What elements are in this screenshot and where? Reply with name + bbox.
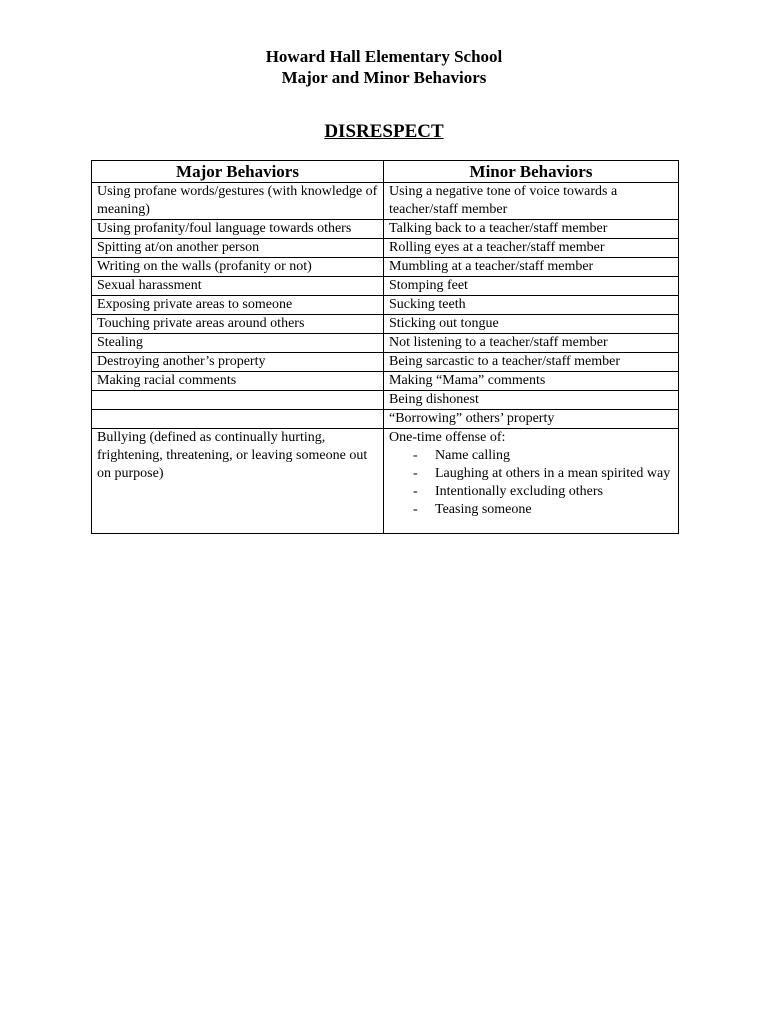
document-subtitle: Major and Minor Behaviors [281,68,487,87]
behaviors-table [91,160,679,534]
table-row [92,296,679,315]
major-behavior-cell: Bullying (defined as continually hurting, frightening, threatening, or leaving someone out on purpose) [92,429,384,534]
major-behavior-cell: Using profane words/gestures (with knowledge of meaning) [92,183,384,220]
major-behavior-cell: Stealing [92,334,384,353]
minor-behavior-cell: “Borrowing” others’ property [384,410,679,429]
school-name: Howard Hall Elementary School [265,47,503,66]
minor-behavior-cell: Mumbling at a teacher/staff member [384,258,679,277]
table-row [92,429,679,534]
list-item: - Name calling [389,447,673,465]
minor-behaviors-header: Minor Behaviors [384,161,679,183]
minor-behavior-cell: Being dishonest [384,391,679,410]
minor-behavior-cell: Sucking teeth [384,296,679,315]
table-row [92,239,679,258]
table-row [92,410,679,429]
minor-behavior-cell [384,429,679,534]
table-header-row [92,161,679,183]
offense-list [389,447,673,519]
major-behaviors-header: Major Behaviors [92,161,384,183]
major-behavior-cell: Writing on the walls (profanity or not) [92,258,384,277]
minor-behavior-cell: Sticking out tongue [384,315,679,334]
table-row [92,220,679,239]
table-row [92,353,679,372]
major-behavior-cell: Touching private areas around others [92,315,384,334]
minor-intro: One-time offense of: [389,430,506,445]
table-row [92,372,679,391]
table-row [92,258,679,277]
category-heading: DISRESPECT [324,121,444,142]
table-row [92,334,679,353]
document-header [0,46,768,88]
list-item: - Intentionally excluding others [389,483,673,501]
list-item: - Laughing at others in a mean spirited way [389,465,673,483]
minor-behavior-cell: Stomping feet [384,277,679,296]
minor-behavior-cell: Being sarcastic to a teacher/staff member [384,353,679,372]
table-row [92,315,679,334]
major-behavior-cell [92,391,384,410]
minor-behavior-cell: Rolling eyes at a teacher/staff member [384,239,679,258]
major-behavior-cell: Exposing private areas to someone [92,296,384,315]
table-row [92,391,679,410]
minor-behavior-cell: Making “Mama” comments [384,372,679,391]
minor-behavior-cell: Talking back to a teacher/staff member [384,220,679,239]
major-behavior-cell: Spitting at/on another person [92,239,384,258]
major-behavior-cell: Using profanity/foul language towards others [92,220,384,239]
major-behavior-cell: Making racial comments [92,372,384,391]
table-row [92,277,679,296]
minor-behavior-cell: Not listening to a teacher/staff member [384,334,679,353]
major-behavior-cell: Destroying another’s property [92,353,384,372]
major-behavior-cell: Sexual harassment [92,277,384,296]
minor-behavior-cell: Using a negative tone of voice towards a teacher/staff member [384,183,679,220]
major-behavior-cell [92,410,384,429]
list-item: - Teasing someone [389,501,673,519]
table-row [92,183,679,220]
